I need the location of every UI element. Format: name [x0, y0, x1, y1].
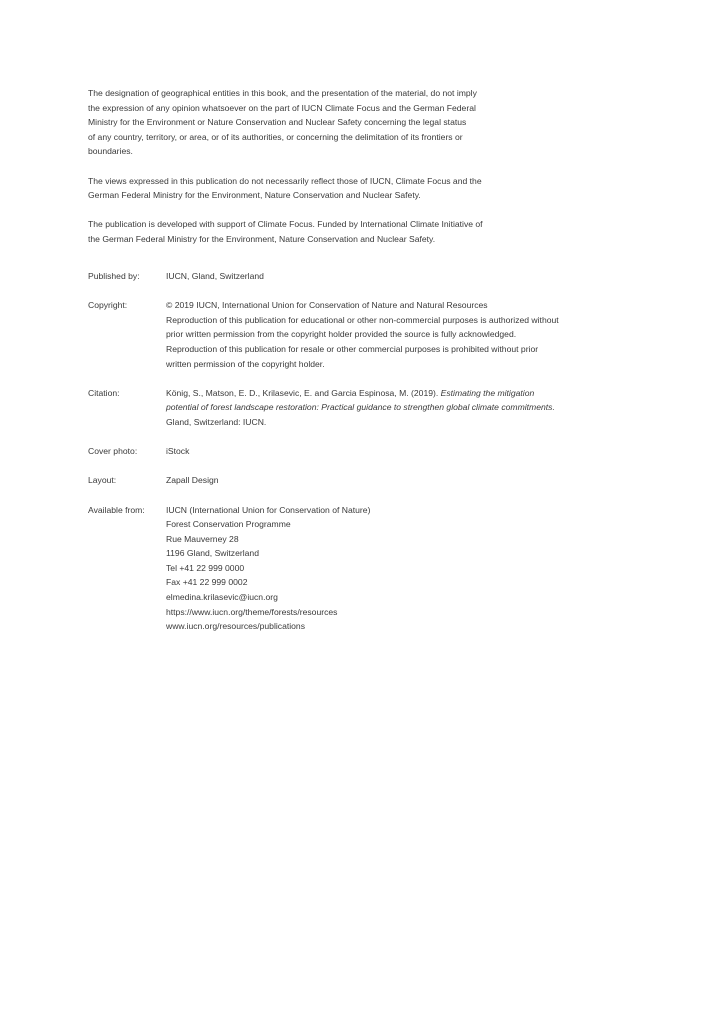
address-line: IUCN (International Union for Conservation of Nature)	[166, 504, 371, 515]
text-line: German Federal Ministry for the Environment, Nature Conservation and Nuclear Safety.	[88, 190, 421, 201]
citation-value	[166, 386, 618, 430]
citation-title-part: Estimating the mitigation	[440, 387, 535, 398]
text-line: The publication is developed with support of Climate Focus. Funded by International Climate Initiative of	[88, 219, 483, 230]
address-line: 1196 Gland, Switzerland	[166, 548, 259, 559]
text-line: The views expressed in this publication do not necessarily reflect those of IUCN, Climate Focus and the	[88, 175, 482, 186]
available-from-row	[88, 503, 618, 634]
text-line: Reproduction of this publication for resale or other commercial purposes is prohibited without prior	[166, 343, 539, 354]
cover-photo-value: iStock	[166, 446, 190, 457]
text-line: The designation of geographical entities in this book, and the presentation of the material, do not imply	[88, 88, 477, 98]
email-link[interactable]: elmedina.krilasevic@iucn.org	[166, 592, 278, 603]
copyright-value	[166, 298, 618, 371]
copyright-row	[88, 298, 618, 371]
text-line: the expression of any opinion whatsoever on the part of IUCN Climate Focus and the German Federal	[88, 102, 476, 113]
citation-label: Citation:	[88, 387, 120, 398]
fax-line: Fax +41 22 999 0002	[166, 577, 248, 588]
published-by-value: IUCN, Gland, Switzerland	[166, 271, 264, 281]
publication-info	[88, 269, 618, 648]
text-line: boundaries.	[88, 146, 133, 157]
cover-photo-row	[88, 444, 618, 459]
publications-link[interactable]: www.iucn.org/resources/publications	[166, 621, 305, 632]
published-by-label: Published by:	[88, 271, 140, 281]
text-line: prior written permission from the copyright holder provided the source is fully acknowledged.	[166, 329, 517, 340]
text-line: written permission of the copyright holder.	[166, 358, 325, 369]
copyright-label: Copyright:	[88, 300, 128, 311]
text-line: the German Federal Ministry for the Environment, Nature Conservation and Nuclear Safety.	[88, 233, 436, 244]
citation-authors: König, S., Matson, E. D., Krilasevic, E. and Garcia Espinosa, M. (2019).	[166, 387, 441, 398]
text-line: Ministry for the Environment or Nature Conservation and Nuclear Safety concerning the legal status	[88, 117, 467, 128]
available-from-label: Available from:	[88, 504, 145, 515]
layout-label: Layout:	[88, 475, 117, 486]
disclaimer-block	[88, 86, 538, 261]
resources-link[interactable]: https://www.iucn.org/theme/forests/resources	[166, 606, 338, 617]
citation-line-1	[166, 386, 618, 401]
cover-photo-label: Cover photo:	[88, 446, 138, 457]
text-line: of any country, territory, or area, or of its authorities, or concerning the delimitation of its frontiers or	[88, 131, 463, 142]
citation-row	[88, 386, 618, 430]
address-line: Forest Conservation Programme	[166, 519, 291, 530]
published-by-row	[88, 269, 618, 284]
available-from-value	[166, 503, 618, 634]
layout-row	[88, 473, 618, 488]
text-line: © 2019 IUCN, International Union for Conservation of Nature and Natural Resources	[166, 300, 488, 311]
citation-title-part: potential of forest landscape restoration: Practical guidance to strengthen global climate commitments.	[166, 402, 555, 413]
layout-value: Zapall Design	[166, 475, 219, 486]
disclaimer-paragraph-support	[88, 217, 538, 246]
text-line: Reproduction of this publication for educational or other non-commercial purposes is authorized without	[166, 314, 559, 325]
disclaimer-paragraph-views	[88, 174, 538, 203]
address-line: Rue Mauverney 28	[166, 533, 239, 544]
phone-line: Tel +41 22 999 0000	[166, 562, 245, 573]
citation-publisher: Gland, Switzerland: IUCN.	[166, 416, 267, 427]
disclaimer-paragraph-designation	[88, 86, 538, 159]
